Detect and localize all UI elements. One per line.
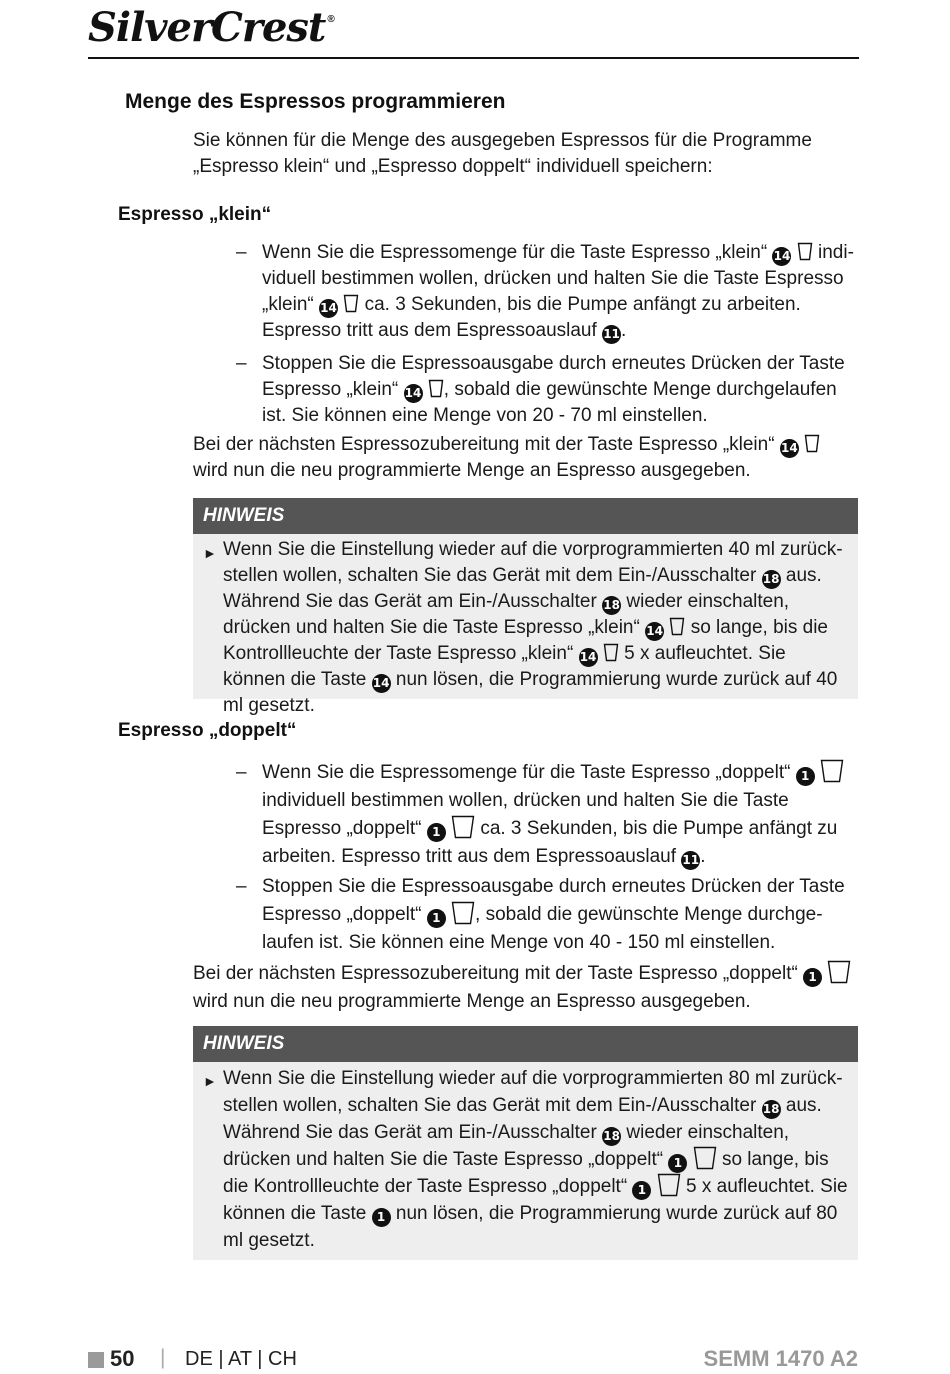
text-fragment: wird nun die neu programmierte Menge an Espresso ausgegeben. xyxy=(193,991,751,1012)
ref-number-badge: 14 xyxy=(780,439,799,458)
ref-number-badge: 18 xyxy=(602,1127,621,1146)
header-rule xyxy=(88,57,859,59)
ref-number-badge: 18 xyxy=(762,570,781,589)
text-fragment: so lange, bis die Kontrollleuchte der Taste Espresso „klein“ xyxy=(223,617,829,664)
text-fragment: , sobald die gewünschte Menge durchgelaufen ist. Sie können eine Menge von 40 - 150 ml einstellen. xyxy=(262,904,823,953)
after-paragraph-doppelt xyxy=(193,960,858,1016)
dash-bullet: – xyxy=(236,876,247,897)
page-title: Menge des Espressos programmieren xyxy=(125,90,506,113)
note-header-doppelt: HINWEIS xyxy=(193,1026,858,1062)
arrow-right-icon: ► xyxy=(203,1073,217,1089)
intro-paragraph: Sie können für die Menge des ausgegeben Espressos für die Programme „Espresso klein“ und „Espresso doppelt“ individuell speichern: xyxy=(193,130,812,177)
note-body-doppelt xyxy=(193,1062,858,1260)
small-cup-icon xyxy=(343,294,359,313)
brand-name: SilverCrest xyxy=(88,4,326,51)
ref-number-badge: 11 xyxy=(602,325,621,344)
small-cup-icon xyxy=(797,242,813,261)
note-header-klein: HINWEIS xyxy=(193,498,858,534)
text-fragment: 5 x aufleuchtet. Sie können die Taste xyxy=(223,1176,848,1224)
list-item xyxy=(236,759,861,871)
heading-espresso-doppelt: Espresso „doppelt“ xyxy=(118,720,297,741)
ref-number-badge: 1 xyxy=(632,1181,651,1200)
text-fragment: aus. Während Sie das Gerät am Ein-/Ausschalter xyxy=(223,1095,822,1143)
text-fragment: Wenn Sie die Espressomenge für die Taste Espresso „klein“ xyxy=(262,242,768,263)
text-fragment: so lange, bis die Kontrollleuchte der Taste Espresso „doppelt“ xyxy=(223,1149,829,1197)
text-fragment: 5 x aufleuchtet. Sie können die Taste xyxy=(223,643,786,690)
arrow-right-icon: ► xyxy=(203,545,217,561)
text-fragment: individuell bestimmen wollen, drücken und halten Sie die Taste Espresso „klein“ xyxy=(262,242,854,315)
text-fragment: wird nun die neu programmierte Menge an Espresso ausgegeben. xyxy=(193,460,751,481)
large-cup-icon xyxy=(451,815,475,839)
text-fragment: wieder einschalten, drücken und halten Sie die Taste Espresso „doppelt“ xyxy=(223,1122,790,1170)
ref-number-badge: 11 xyxy=(681,851,700,870)
text-fragment: Bei der nächsten Espressozubereitung mit der Taste Espresso „klein“ xyxy=(193,434,775,455)
ref-number-badge: 14 xyxy=(404,384,423,403)
ref-number-badge: 1 xyxy=(668,1154,687,1173)
large-cup-icon xyxy=(657,1173,681,1197)
text-fragment: nun lösen, die Programmierung wurde zurück auf 40 ml gesetzt. xyxy=(223,669,838,716)
text-fragment: aus. Während Sie das Gerät am Ein-/Ausschalter xyxy=(223,565,822,612)
ref-number-badge: 1 xyxy=(803,968,822,987)
dash-bullet: – xyxy=(236,353,247,374)
text-fragment: individuell bestimmen wollen, drücken und halten Sie die Taste Espresso „doppelt“ xyxy=(262,790,789,839)
footer-square-marker xyxy=(88,1352,104,1368)
text-fragment: wieder einschalten, drücken und halten Sie die Taste Espresso „klein“ xyxy=(223,591,790,638)
ref-number-badge: 1 xyxy=(796,767,815,786)
small-cup-icon xyxy=(428,379,444,398)
dash-bullet: – xyxy=(236,762,247,783)
ref-number-badge: 18 xyxy=(762,1100,781,1119)
page-number: 50 xyxy=(110,1346,135,1371)
after-paragraph-klein xyxy=(193,432,858,484)
ref-number-badge: 14 xyxy=(372,674,391,693)
text-fragment: ca. 3 Sekunden, bis die Pumpe anfängt zu arbeiten. Espresso tritt aus dem Espressoauslauf xyxy=(262,818,838,867)
ref-number-badge: 1 xyxy=(372,1208,391,1227)
ref-number-badge: 14 xyxy=(645,622,664,641)
footer-model-number: SEMM 1470 A2 xyxy=(703,1346,858,1371)
brand-logo xyxy=(88,4,334,51)
text-fragment: Wenn Sie die Espressomenge für die Taste Espresso „doppelt“ xyxy=(262,762,791,783)
text-fragment: , sobald die gewünschte Menge durchgelaufen ist. Sie können eine Menge von 20 - 70 ml einstellen. xyxy=(262,379,837,426)
small-cup-icon xyxy=(669,617,685,636)
ref-number-badge: 1 xyxy=(427,909,446,928)
heading-espresso-klein: Espresso „klein“ xyxy=(118,204,272,225)
text-fragment: Wenn Sie die Einstellung wieder auf die vorprogrammierten 40 ml zurückstellen wollen, schalten Sie das Gerät mit dem Ein-/Ausschalter xyxy=(223,539,843,586)
text-fragment: . xyxy=(700,846,706,867)
brand-registered-mark: ® xyxy=(327,14,334,25)
large-cup-icon xyxy=(827,960,851,984)
text-fragment: . xyxy=(621,320,627,341)
text-fragment: Bei der nächsten Espressozubereitung mit der Taste Espresso „doppelt“ xyxy=(193,963,798,984)
ref-number-badge: 14 xyxy=(579,648,598,667)
list-item xyxy=(236,351,861,429)
large-cup-icon xyxy=(820,759,844,783)
small-cup-icon xyxy=(804,434,820,453)
footer-separator: | xyxy=(160,1346,166,1369)
text-fragment: Stoppen Sie die Espressoausgabe durch erneutes Drücken der Taste Espresso „doppelt“ xyxy=(262,876,845,925)
text-fragment: Stoppen Sie die Espressoausgabe durch erneutes Drücken der Taste Espresso „klein“ xyxy=(262,353,845,400)
dash-bullet: – xyxy=(236,242,247,263)
footer-languages: DE | AT | CH xyxy=(185,1348,297,1370)
ref-number-badge: 14 xyxy=(319,299,338,318)
ref-number-badge: 1 xyxy=(427,823,446,842)
large-cup-icon xyxy=(451,901,475,925)
small-cup-icon xyxy=(603,643,619,662)
text-fragment: nun lösen, die Programmierung wurde zurück auf 80 ml gesetzt. xyxy=(223,1203,838,1251)
list-item xyxy=(236,873,861,957)
note-body-klein xyxy=(193,534,858,716)
ref-number-badge: 14 xyxy=(772,247,791,266)
large-cup-icon xyxy=(693,1146,717,1170)
ref-number-badge: 18 xyxy=(602,596,621,615)
list-item xyxy=(236,240,861,344)
text-fragment: ca. 3 Sekunden, bis die Pumpe anfängt zu arbeiten. Espresso tritt aus dem Espressoauslauf xyxy=(262,294,801,341)
text-fragment: Wenn Sie die Einstellung wieder auf die vorprogrammierten 80 ml zurückstellen wollen, schalten Sie das Gerät mit dem Ein-/Ausschalter xyxy=(223,1068,843,1116)
